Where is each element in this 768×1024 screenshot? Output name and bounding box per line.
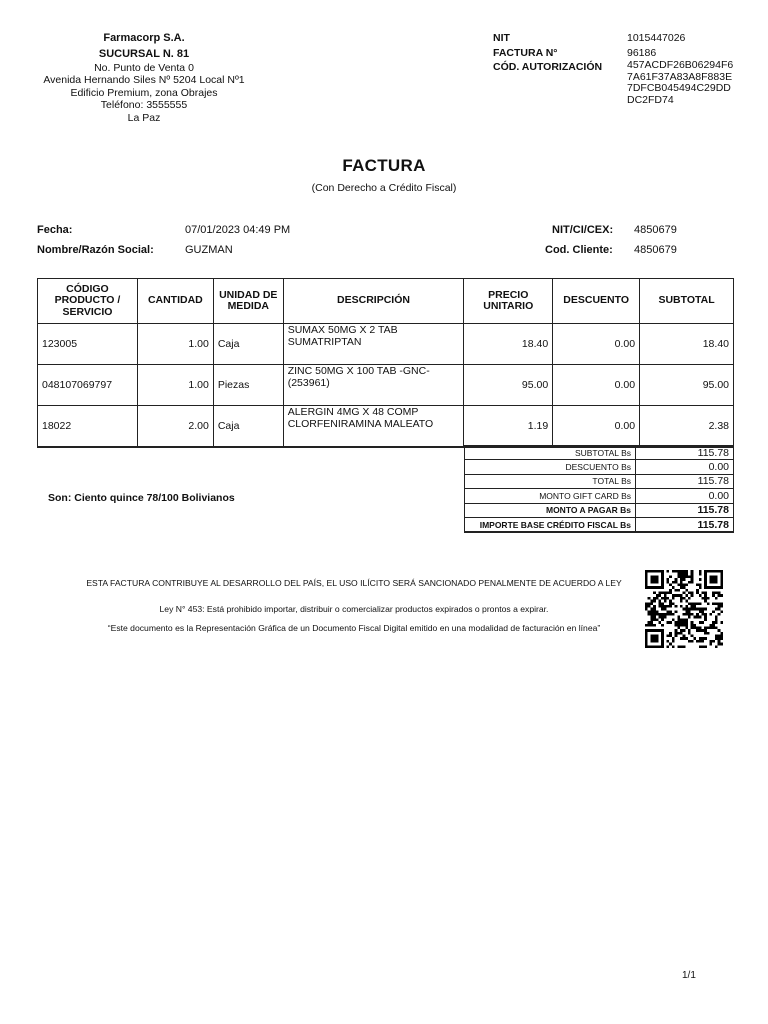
cell-subtotal: 18.40 xyxy=(640,324,734,365)
law-notice: Ley N° 453: Está prohibido importar, distribuir o comercializar productos expirados o prontos a expirar. xyxy=(159,604,549,614)
header-unit: UNIDAD DE MEDIDA xyxy=(213,279,283,324)
issuer-city: La Paz xyxy=(127,111,161,124)
cell-qty: 1.00 xyxy=(137,324,213,365)
totals-value: 115.78 xyxy=(636,503,734,517)
header-price: PRECIO UNITARIO xyxy=(464,279,553,324)
customer-name-value: GUZMAN xyxy=(185,244,233,256)
customer-name-label: Nombre/Razón Social: xyxy=(37,244,154,256)
date-label: Fecha: xyxy=(37,224,73,236)
nit-value: 1015447026 xyxy=(627,32,686,44)
issuer-pos: No. Punto de Venta 0 xyxy=(94,62,194,74)
totals-row-amount-due xyxy=(465,503,734,517)
cell-unit: Caja xyxy=(213,324,283,365)
issuer-name: Farmacorp S.A. xyxy=(103,32,185,44)
cell-unit: Piezas xyxy=(213,365,283,406)
issuer-block xyxy=(30,30,258,124)
table-header-row xyxy=(38,279,734,324)
totals-label: TOTAL Bs xyxy=(465,474,636,488)
totals-row-discount xyxy=(465,460,734,474)
legal-notice: ESTA FACTURA CONTRIBUYE AL DESARROLLO DEL PAÍS, EL USO ILÍCITO SERÁ SANCIONADO PENALMENTE DE ACUERDO A LEY xyxy=(86,578,622,588)
cell-price: 1.19 xyxy=(464,406,553,448)
cell-qty: 1.00 xyxy=(137,365,213,406)
issuer-address-2: Edificio Premium, zona Obrajes xyxy=(70,86,218,99)
totals-row-tax-base xyxy=(465,517,734,532)
items-table xyxy=(37,278,734,448)
qr-code-icon xyxy=(645,570,723,648)
cell-discount: 0.00 xyxy=(553,406,640,448)
cell-code: 123005 xyxy=(38,324,138,365)
header-subtotal: SUBTOTAL xyxy=(640,279,734,324)
totals-table xyxy=(464,445,734,533)
cell-code: 048107069797 xyxy=(38,365,138,406)
cell-code: 18022 xyxy=(38,406,138,448)
customer-code-label: Cod. Cliente: xyxy=(545,244,613,256)
table-row xyxy=(38,365,734,406)
totals-label: DESCUENTO Bs xyxy=(465,460,636,474)
customer-code-value: 4850679 xyxy=(634,244,677,256)
totals-label: MONTO GIFT CARD Bs xyxy=(465,489,636,503)
totals-value: 115.78 xyxy=(636,474,734,488)
totals-label: MONTO A PAGAR Bs xyxy=(465,503,636,517)
header-code: CÓDIGO PRODUCTO / SERVICIO xyxy=(38,279,138,324)
cell-qty: 2.00 xyxy=(137,406,213,448)
cell-subtotal: 2.38 xyxy=(640,406,734,448)
cell-subtotal: 95.00 xyxy=(640,365,734,406)
cell-description: SUMAX 50MG X 2 TAB SUMATRIPTAN xyxy=(283,324,464,365)
totals-value: 115.78 xyxy=(636,517,734,532)
auth-code-label: CÓD. AUTORIZACIÓN xyxy=(493,61,603,73)
table-row xyxy=(38,406,734,448)
totals-label: IMPORTE BASE CRÉDITO FISCAL Bs xyxy=(465,517,636,532)
issuer-phone: Teléfono: 3555555 xyxy=(100,99,188,112)
page-number: 1/1 xyxy=(682,970,696,981)
header-discount: DESCUENTO xyxy=(553,279,640,324)
table-row xyxy=(38,324,734,365)
invoice-number-label: FACTURA N° xyxy=(493,46,558,59)
document-title: FACTURA xyxy=(342,156,426,175)
issuer-branch: SUCURSAL N. 81 xyxy=(98,48,190,60)
issuer-address-1: Avenida Hernando Siles Nº 5204 Local Nº1 xyxy=(43,74,245,87)
cell-price: 95.00 xyxy=(464,365,553,406)
header-qty: CANTIDAD xyxy=(137,279,213,324)
invoice-number-value: 96186 xyxy=(627,46,657,59)
cell-description: ZINC 50MG X 100 TAB -GNC-(253961) xyxy=(283,365,464,406)
cell-price: 18.40 xyxy=(464,324,553,365)
totals-label: SUBTOTAL Bs xyxy=(465,446,636,460)
cell-discount: 0.00 xyxy=(553,365,640,406)
totals-row-giftcard xyxy=(465,489,734,503)
digital-document-notice: “Este documento es la Representación Gráfica de un Documento Fiscal Digital emitido en una modalidad de facturación en línea” xyxy=(107,623,601,633)
nit-label: NIT xyxy=(493,32,510,44)
document-subtitle: (Con Derecho a Crédito Fiscal) xyxy=(311,182,457,194)
date-value: 07/01/2023 04:49 PM xyxy=(185,224,291,236)
totals-value: 0.00 xyxy=(636,460,734,474)
amount-in-words: Son: Ciento quince 78/100 Bolivianos xyxy=(48,492,235,504)
totals-row-total xyxy=(465,474,734,488)
totals-row-subtotal xyxy=(465,446,734,460)
totals-value: 0.00 xyxy=(636,489,734,503)
cell-unit: Caja xyxy=(213,406,283,448)
customer-nit-label: NIT/CI/CEX: xyxy=(552,224,614,236)
header-description: DESCRIPCIÓN xyxy=(283,279,464,324)
totals-value: 115.78 xyxy=(636,446,734,460)
cell-discount: 0.00 xyxy=(553,324,640,365)
customer-nit-value: 4850679 xyxy=(634,224,677,236)
auth-code-value: 457ACDF26B06294F67A61F37A83A8F883E7DFCB045494C29DDDC2FD74 xyxy=(627,59,734,106)
cell-description: ALERGIN 4MG X 48 COMP CLORFENIRAMINA MALEATO xyxy=(283,406,464,448)
